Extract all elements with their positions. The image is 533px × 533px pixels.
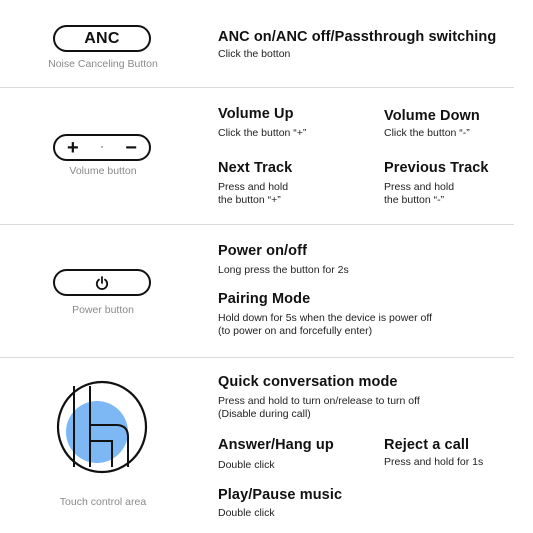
anc-title: ANC on/ANC off/Passthrough switching [218,29,497,45]
anc-desc: Click the botton [218,48,291,60]
play-pause-desc: Double click [218,507,275,519]
previous-track-desc: Press and hold the button “-” [384,181,455,206]
touch-caption: Touch control area [59,496,147,508]
reject-call-desc: Press and hold for 1s [384,456,484,468]
divider-3 [0,357,514,358]
power-icon [94,275,110,291]
plus-icon: + [67,136,79,159]
quick-conversation-desc: Press and hold to turn on/release to turn off (Disable during call) [218,395,420,420]
volume-down-desc: Click the button “-” [384,127,470,139]
minus-icon: − [125,136,137,159]
reject-call-title: Reject a call [384,437,470,453]
quick-conversation-title: Quick conversation mode [218,374,398,390]
touch-zone-icon [66,401,128,463]
dot-icon: · [100,141,104,153]
previous-track-title: Previous Track [384,160,489,176]
divider-1 [0,87,514,88]
volume-up-desc: Click the button “+” [218,127,307,139]
anc-button [53,25,151,52]
power-button [53,269,151,296]
anc-button-label: ANC [84,29,120,47]
power-onoff-desc: Long press the button for 2s [218,264,349,276]
volume-down-title: Volume Down [384,108,480,124]
next-track-desc: Press and hold the button “+” [218,181,289,206]
anc-caption: Noise Canceling Button [48,58,158,70]
answer-hangup-desc: Double click [218,459,275,471]
divider-2 [0,224,514,225]
answer-hangup-title: Answer/Hang up [218,437,334,453]
pairing-mode-desc: Hold down for 5s when the device is power off (to power on and forcefully enter) [218,312,433,337]
pairing-mode-title: Pairing Mode [218,291,311,307]
play-pause-title: Play/Pause music [218,487,343,503]
power-caption: Power button [72,304,134,316]
volume-up-title: Volume Up [218,106,294,122]
volume-caption: Volume button [69,165,137,177]
volume-button [53,134,151,161]
next-track-title: Next Track [218,160,293,176]
earbud-touch-icon [54,379,150,475]
power-onoff-title: Power on/off [218,243,307,259]
